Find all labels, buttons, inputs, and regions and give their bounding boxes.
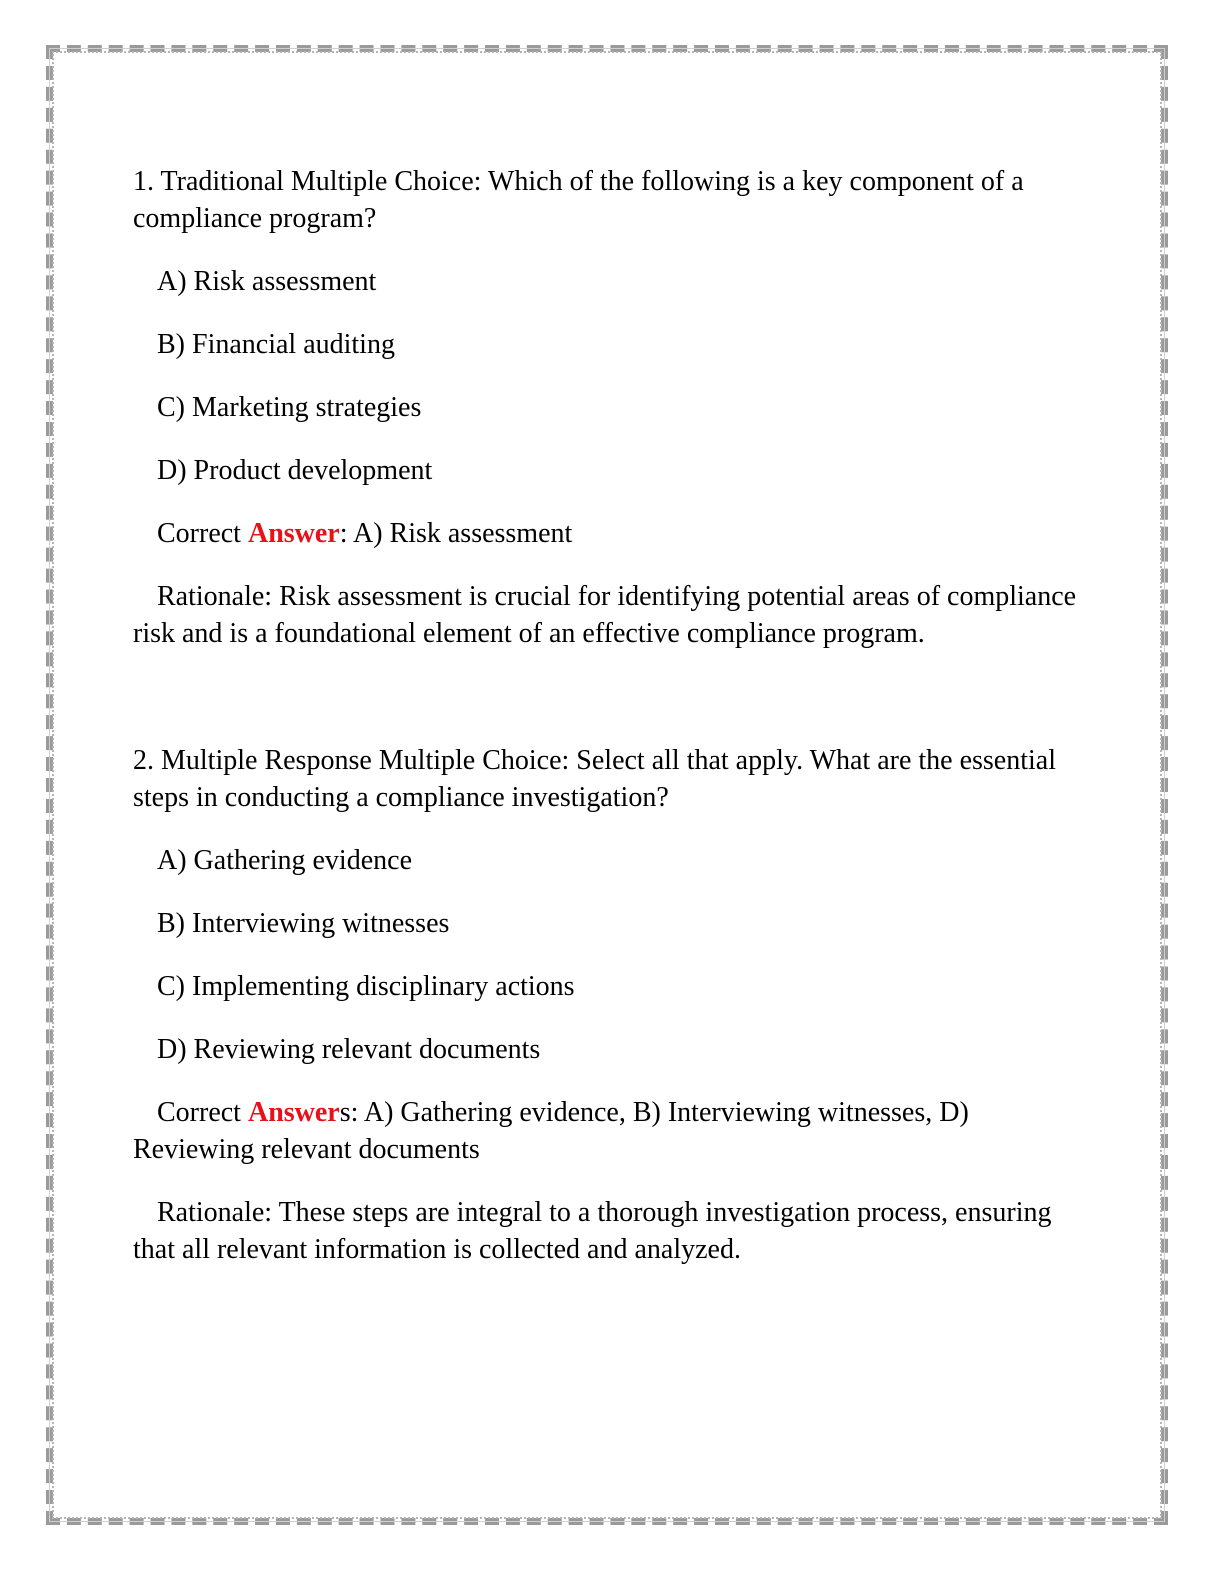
question-stem: 1. Traditional Multiple Choice: Which of the following is a key component of a compliance program? (133, 166, 1024, 234)
answer-prefix: Correct (157, 518, 248, 549)
option-d: D) Reviewing relevant documents (157, 1034, 541, 1065)
option-b: B) Interviewing witnesses (157, 908, 450, 939)
answer-text: : A) Risk assessment (339, 518, 573, 549)
option-c: C) Marketing strategies (157, 392, 422, 423)
answer-prefix: Correct (157, 1097, 248, 1128)
option-b: B) Financial auditing (157, 329, 395, 360)
correct-answer (133, 515, 1093, 552)
answer-highlight: Answer (247, 1097, 340, 1128)
rationale: Rationale: Risk assessment is crucial for identifying potential areas of compliance risk and is a foundational element of an effective compliance program. (133, 581, 1077, 649)
correct-answer (133, 1094, 1093, 1168)
rationale: Rationale: These steps are integral to a thorough investigation process, ensuring that all relevant information is collected and analyzed. (133, 1197, 1052, 1265)
question-stem: 2. Multiple Response Multiple Choice: Select all that apply. What are the essential steps in conducting a compliance investigation? (133, 745, 1057, 813)
option-c: C) Implementing disciplinary actions (157, 971, 575, 1002)
question-block-1 (133, 163, 1093, 652)
option-d: D) Product development (157, 455, 433, 486)
option-a: A) Gathering evidence (157, 845, 412, 876)
question-block-2 (133, 742, 1093, 1268)
answer-highlight: Answer (247, 518, 340, 549)
option-a: A) Risk assessment (157, 266, 377, 297)
document-content (133, 163, 1093, 1268)
answer-text: s: A) Gathering evidence, B) Interviewing witnesses, D) Reviewing relevant documents (133, 1097, 969, 1165)
